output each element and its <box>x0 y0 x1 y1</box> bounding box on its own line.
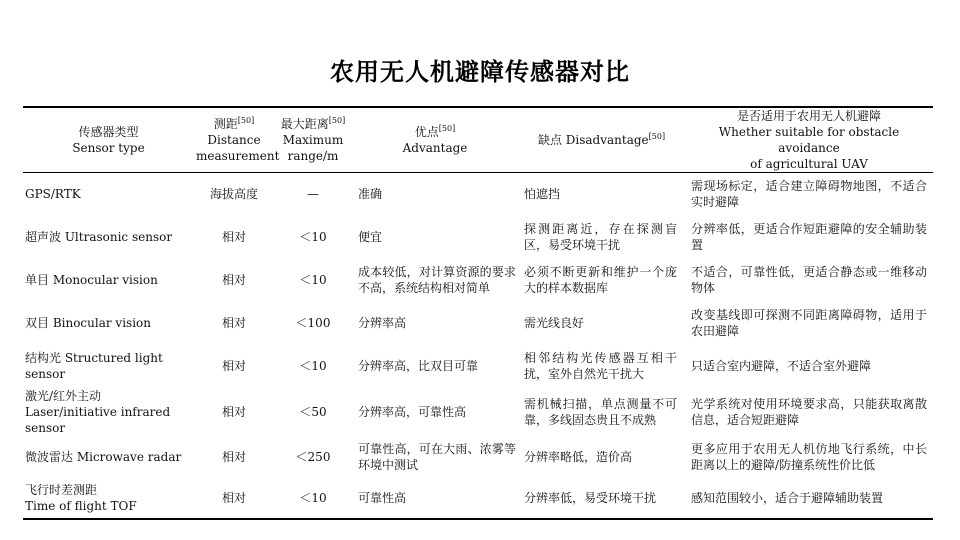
cell-measurement: 相对 <box>221 230 246 244</box>
cell-range: ＜50 <box>299 404 327 419</box>
cell-range: ＜10 <box>299 230 327 244</box>
cell-measurement: 相对 <box>221 450 246 464</box>
header-advantage: 优点[50] Advantage <box>402 124 468 155</box>
cell-disadvantage: 分辨率低，易受环境干扰 <box>524 491 657 505</box>
cell-measurement: 相对 <box>221 359 246 373</box>
slide-title: 农用无人机避障传感器对比 <box>330 58 630 86</box>
cell-advantage: 分辨率高，可靠性高 <box>358 404 467 419</box>
cell-measurement: 海拔高度 <box>209 187 258 202</box>
cell-sensor-type: 激光/红外主动 Laser/initiative infrared sensor <box>25 388 171 435</box>
cell-sensor-type: 结构光 Structured light sensor <box>25 351 163 381</box>
cell-sensor-type: 飞行时差测距 Time of flight TOF <box>25 483 137 513</box>
cell-advantage: 可靠性高，可在大雨、浓雾等环境中测试 <box>358 442 516 472</box>
table-row <box>23 173 933 216</box>
cell-disadvantage: 怕遮挡 <box>524 187 561 202</box>
cell-measurement: 相对 <box>221 404 246 419</box>
cell-advantage: 可靠性高 <box>358 491 407 505</box>
header-maximum-range: 最大距离[50] Maximum range/m <box>280 116 346 163</box>
cell-advantage: 准确 <box>358 187 383 202</box>
table-row <box>23 216 933 259</box>
cell-sensor-type: GPS/RTK <box>25 187 81 202</box>
cell-suitability: 只适合室内避障，不适合室外避障 <box>691 359 872 373</box>
table-row <box>23 259 933 302</box>
table-row <box>23 345 933 388</box>
cell-disadvantage: 必须不断更新和维护一个庞大的样本数据库 <box>524 265 677 295</box>
cell-advantage: 分辨率高 <box>358 316 407 330</box>
sensor-comparison-table <box>23 106 933 520</box>
cell-suitability: 改变基线即可探测不同距离障碍物，适用于农田避障 <box>691 308 927 338</box>
cell-suitability: 光学系统对使用环境要求高，只能获取离散信息，适合短距避障 <box>691 396 927 427</box>
header-suitability: 是否适用于农用无人机避障 Whether suitable for obstacle avoidance of agricultural UAV <box>718 109 900 171</box>
cell-suitability: 更多应用于农用无人机仿地飞行系统，中长距离以上的避障/防撞系统性价比低 <box>691 442 927 472</box>
cell-range: — <box>307 187 319 202</box>
cell-suitability: 不适合，可靠性低，更适合静态或一维移动物体 <box>691 265 927 295</box>
cell-measurement: 相对 <box>221 491 246 505</box>
cell-measurement: 相对 <box>221 316 246 330</box>
cell-suitability: 需现场标定，适合建立障碍物地图，不适合实时避障 <box>691 179 927 210</box>
cell-disadvantage: 分辨率略低，造价高 <box>524 450 633 464</box>
header-disadvantage: 缺点 Disadvantage[50] <box>537 132 666 147</box>
table-row <box>23 388 933 436</box>
table-row <box>23 479 933 519</box>
table-row <box>23 302 933 345</box>
cell-advantage: 成本较低，对计算资源的要求不高，系统结构相对简单 <box>358 265 516 295</box>
cell-disadvantage: 需光线良好 <box>524 316 585 330</box>
cell-suitability: 感知范围较小，适合于避障辅助装置 <box>691 491 884 505</box>
cell-range: ＜10 <box>299 491 327 505</box>
table-row <box>23 436 933 479</box>
cell-advantage: 便宜 <box>358 230 383 244</box>
cell-range: ＜100 <box>295 316 331 330</box>
cell-range: ＜250 <box>295 450 331 464</box>
header-sensor-type: 传感器类型 Sensor type <box>72 125 145 155</box>
cell-disadvantage: 需机械扫描，单点测量不可靠，多线固态贵且不成熟 <box>524 396 677 427</box>
cell-advantage: 分辨率高，比双目可靠 <box>358 359 479 373</box>
cell-sensor-type: 微波雷达 Microwave radar <box>25 450 182 464</box>
cell-range: ＜10 <box>299 359 327 373</box>
cell-disadvantage: 探测距离近，存在探测盲区，易受环境干扰 <box>524 222 677 252</box>
cell-disadvantage: 相邻结构光传感器互相干扰，室外自然光干扰大 <box>524 351 677 381</box>
cell-measurement: 相对 <box>221 273 246 287</box>
cell-range: ＜10 <box>299 273 327 287</box>
cell-sensor-type: 单目 Monocular vision <box>25 273 158 287</box>
header-distance-measurement: 测距[50] Distance measurement <box>196 116 280 163</box>
table-header-row <box>23 107 933 173</box>
cell-suitability: 分辨率低，更适合作短距避障的安全辅助装置 <box>691 222 927 252</box>
cell-sensor-type: 超声波 Ultrasonic sensor <box>25 230 173 244</box>
cell-sensor-type: 双目 Binocular vision <box>25 316 151 330</box>
